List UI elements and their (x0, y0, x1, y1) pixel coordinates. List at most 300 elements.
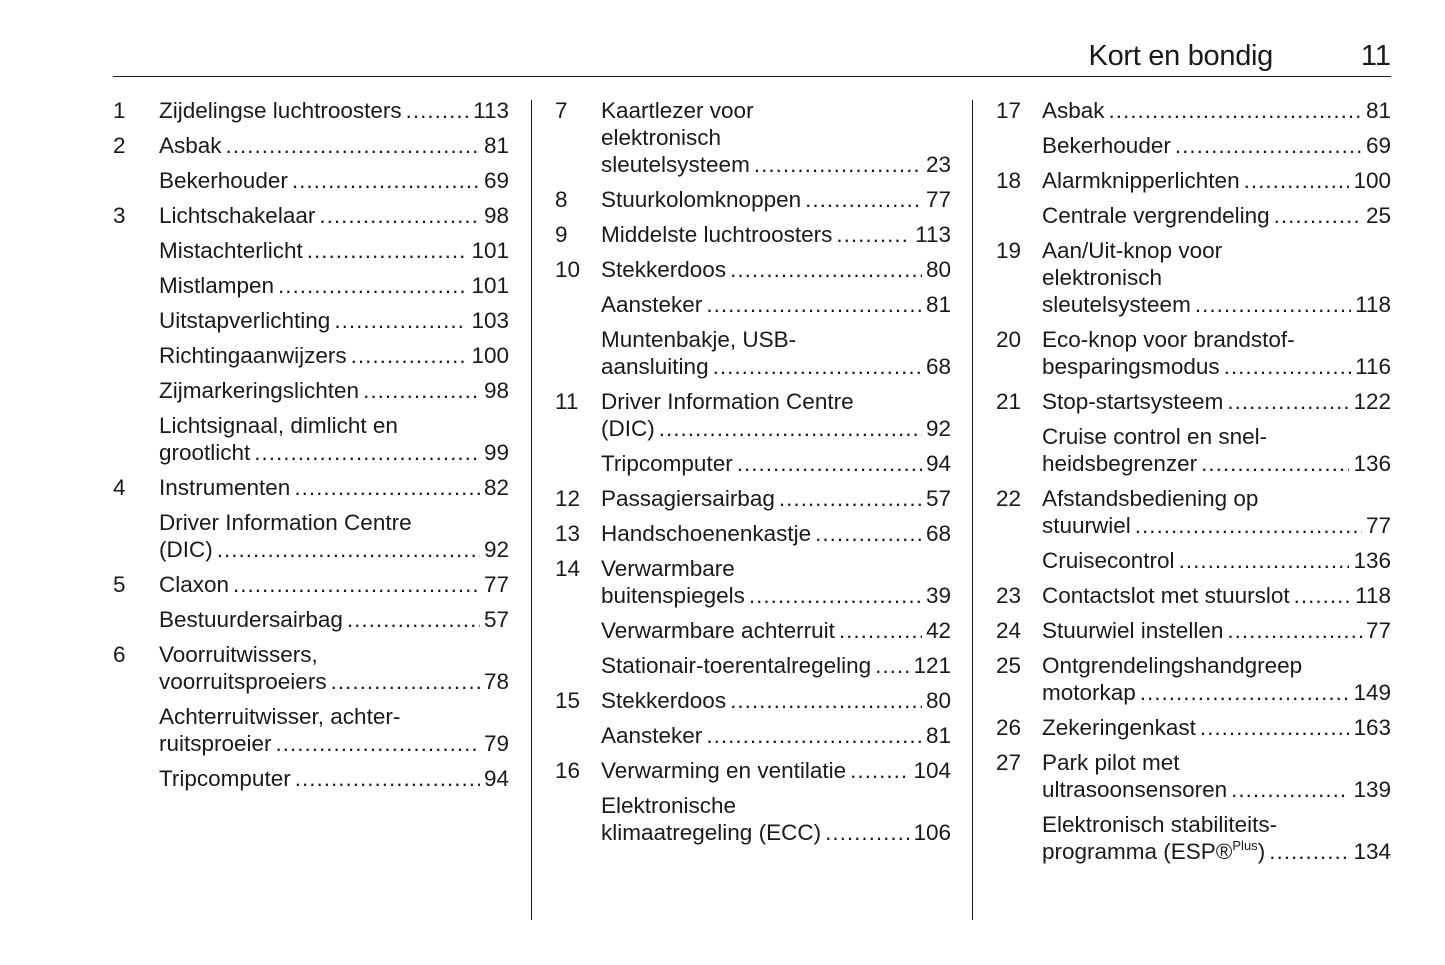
dot-leader (825, 819, 909, 846)
entry-number: 4 (113, 475, 126, 500)
entry-page-number[interactable]: 122 (1353, 389, 1391, 414)
entry-text: Stuurwiel instellen (1042, 618, 1224, 643)
entry-number: 6 (113, 642, 126, 667)
entry-text: Driver Information Centre (159, 510, 412, 535)
entry-page-number[interactable]: 106 (913, 820, 951, 845)
entry-body (159, 97, 509, 124)
entry-text: Mistlampen (159, 273, 275, 298)
entry-body (601, 555, 951, 609)
index-subentry[interactable] (113, 272, 509, 299)
entry-body (601, 388, 951, 442)
entry-text: Stop-startsysteem (1042, 389, 1224, 414)
dot-leader (1135, 512, 1362, 539)
entry-line (159, 536, 509, 563)
entry-text: Tripcomputer (601, 451, 733, 476)
dot-leader (1140, 679, 1350, 706)
entry-text: Zijdelingse luchtroosters (159, 98, 402, 123)
entry-text: sleutelsysteem (601, 152, 750, 177)
entry-page-number[interactable]: 136 (1353, 451, 1391, 476)
index-entry[interactable] (996, 388, 1391, 415)
entry-body (159, 571, 509, 598)
entry-body (601, 97, 951, 178)
index-subentry[interactable] (113, 412, 509, 466)
entry-line (601, 722, 951, 749)
entry-text: grootlicht (159, 440, 251, 465)
entry-page-number[interactable]: 23 (925, 152, 951, 177)
entry-text: ultrasoonsensoren (1042, 777, 1228, 802)
entry-body (1042, 714, 1391, 741)
entry-page-number[interactable]: 100 (471, 343, 509, 368)
index-entry[interactable] (996, 167, 1391, 194)
entry-body (601, 722, 951, 749)
entry-text: Bekerhouder (159, 168, 288, 193)
dot-leader (294, 474, 480, 501)
entry-page-number[interactable]: 81 (925, 292, 951, 317)
dot-leader (779, 485, 922, 512)
index-subentry[interactable] (113, 307, 509, 334)
dot-leader (276, 730, 480, 757)
entry-text: Ontgrendelingshandgreep (1042, 653, 1303, 678)
entry-line (159, 202, 509, 229)
column-divider (972, 100, 973, 920)
entry-text: Cruisecontrol (1042, 548, 1175, 573)
entry-text: Verwarmbare (601, 556, 735, 581)
entry-text: stuurwiel (1042, 513, 1131, 538)
entry-body (1042, 167, 1391, 194)
index-subentry[interactable] (113, 167, 509, 194)
entry-text: aansluiting (601, 354, 709, 379)
index-entry[interactable] (113, 571, 509, 598)
index-entry[interactable] (555, 757, 951, 784)
entry-body (601, 256, 951, 283)
entry-line (1042, 776, 1391, 803)
entry-line (1042, 679, 1391, 706)
entry-page-number[interactable]: 68 (925, 354, 951, 379)
entry-line (601, 353, 951, 380)
dot-leader (254, 439, 480, 466)
entry-body (1042, 485, 1391, 539)
entry-page-number[interactable]: 69 (483, 168, 509, 193)
entry-text: Muntenbakje, USB- (601, 327, 797, 352)
entry-line (159, 765, 509, 792)
entry-page-number[interactable]: 118 (1355, 583, 1391, 608)
entry-text: Voorruitwissers, (159, 642, 318, 667)
index-subentry[interactable] (113, 703, 509, 757)
entry-text: Stuurkolomknoppen (601, 187, 802, 212)
entry-text: (DIC) (601, 416, 655, 441)
entry-text: heidsbegrenzer (1042, 451, 1198, 476)
index-entry[interactable] (996, 582, 1391, 609)
entry-page-number[interactable]: 78 (483, 669, 509, 694)
entry-page-number[interactable]: 101 (471, 273, 509, 298)
dot-leader (1227, 617, 1362, 644)
entry-body (159, 132, 509, 159)
dot-leader (307, 237, 468, 264)
index-subentry[interactable] (996, 811, 1391, 865)
index-entry[interactable] (555, 485, 951, 512)
entry-page-number[interactable]: 57 (925, 486, 951, 511)
entry-text: Lichtsignaal, dimlicht en (159, 413, 398, 438)
entry-page-number[interactable]: 42 (925, 618, 951, 643)
entry-text: Elektronisch stabiliteits- (1042, 812, 1278, 837)
entry-text: Aansteker (601, 723, 703, 748)
entry-page-number[interactable]: 103 (471, 308, 509, 333)
entry-page-number[interactable]: 98 (483, 378, 509, 403)
entry-page-number[interactable]: 77 (483, 572, 509, 597)
dot-leader (737, 450, 922, 477)
entry-line (1042, 167, 1391, 194)
dot-leader (334, 307, 467, 334)
entry-page-number[interactable]: 82 (483, 475, 509, 500)
entry-number: 23 (996, 583, 1022, 608)
entry-number: 5 (113, 572, 126, 597)
entry-body (601, 792, 951, 846)
index-entry[interactable] (113, 97, 509, 124)
entry-text: Eco-knop voor brandstof- (1042, 327, 1295, 352)
dot-leader (233, 571, 480, 598)
entry-number: 16 (555, 758, 581, 783)
index-subentry[interactable] (113, 765, 509, 792)
index-subentry[interactable] (555, 326, 951, 380)
entry-text: Verwarmbare achterruit (601, 618, 835, 643)
page-header (113, 36, 1391, 77)
entry-page-number[interactable]: 92 (483, 537, 509, 562)
entry-line (601, 186, 951, 213)
entry-line (159, 730, 509, 757)
dot-leader (659, 415, 922, 442)
entry-line (601, 450, 951, 477)
entry-page-number[interactable]: 139 (1353, 777, 1391, 802)
entry-line (1042, 97, 1391, 124)
entry-text: Zekeringenkast (1042, 715, 1196, 740)
entry-page-number[interactable]: 149 (1353, 680, 1391, 705)
dot-leader (331, 668, 480, 695)
entry-number: 1 (113, 98, 126, 123)
index-subentry[interactable] (113, 606, 509, 633)
index-subentry[interactable] (113, 342, 509, 369)
index-entry[interactable] (555, 256, 951, 283)
dot-leader (1227, 388, 1349, 415)
dot-leader (1274, 202, 1362, 229)
entry-body (1042, 811, 1391, 865)
entry-line (159, 132, 509, 159)
entry-line (159, 474, 509, 501)
entry-body (1042, 582, 1391, 609)
dot-leader (278, 272, 467, 299)
entry-page-number[interactable]: 104 (913, 758, 951, 783)
entry-body (159, 703, 509, 757)
index-subentry[interactable] (996, 547, 1391, 574)
index-entry[interactable] (996, 237, 1391, 318)
dot-leader (1175, 132, 1362, 159)
index-subentry[interactable] (113, 377, 509, 404)
index-entry[interactable] (555, 520, 951, 547)
dot-leader (363, 377, 480, 404)
entry-body (1042, 237, 1391, 318)
entry-page-number[interactable]: 94 (925, 451, 951, 476)
entry-text: Aansteker (601, 292, 703, 317)
entry-line (601, 819, 951, 846)
entry-line (159, 167, 509, 194)
index-entry[interactable] (555, 186, 951, 213)
dot-leader (226, 132, 480, 159)
dot-leader (713, 353, 922, 380)
index-subentry[interactable] (555, 450, 951, 477)
index-column-2 (555, 97, 951, 854)
entry-body (159, 202, 509, 229)
entry-line (601, 520, 951, 547)
entry-line (601, 151, 951, 178)
column-divider (531, 100, 532, 920)
entry-text: Contactslot met stuurslot (1042, 583, 1290, 608)
entry-text: Alarmknipperlichten (1042, 168, 1240, 193)
entry-page-number[interactable]: 100 (1353, 168, 1391, 193)
entry-body (159, 167, 509, 194)
entry-page-number[interactable]: 77 (925, 187, 951, 212)
entry-number: 15 (555, 688, 581, 713)
entry-line (601, 617, 951, 644)
entry-text: besparingsmodus (1042, 354, 1220, 379)
index-subentry[interactable] (113, 509, 509, 563)
entry-page-number[interactable]: 39 (925, 583, 951, 608)
index-subentry[interactable] (555, 792, 951, 846)
entry-line (1042, 291, 1391, 318)
entry-line (1042, 547, 1391, 574)
entry-page-number[interactable]: 99 (483, 440, 509, 465)
entry-line (1042, 617, 1391, 644)
entry-page-number[interactable]: 136 (1353, 548, 1391, 573)
entry-line (159, 97, 509, 124)
index-entry[interactable] (113, 641, 509, 695)
entry-page-number[interactable]: 98 (483, 203, 509, 228)
entry-page-number[interactable]: 163 (1353, 715, 1391, 740)
entry-text: (DIC) (159, 537, 213, 562)
entry-page-number[interactable]: 69 (1365, 133, 1391, 158)
entry-text: Richtingaanwijzers (159, 343, 347, 368)
index-entry[interactable] (555, 687, 951, 714)
entry-line (601, 221, 951, 248)
index-subentry[interactable] (555, 722, 951, 749)
entry-line (1042, 132, 1391, 159)
entry-number: 3 (113, 203, 126, 228)
index-entry[interactable] (555, 221, 951, 248)
entry-body (159, 474, 509, 501)
entry-body (1042, 202, 1391, 229)
entry-page-number[interactable]: 81 (1365, 98, 1391, 123)
dot-leader (295, 765, 480, 792)
index-subentry[interactable] (555, 652, 951, 679)
dot-leader (850, 757, 909, 784)
entry-page-number[interactable]: 113 (915, 222, 951, 247)
entry-page-number[interactable]: 25 (1365, 203, 1391, 228)
entry-page-number[interactable]: 77 (1365, 513, 1391, 538)
entry-page-number[interactable]: 80 (925, 688, 951, 713)
dot-leader (292, 167, 480, 194)
dot-leader (815, 520, 922, 547)
entry-page-number[interactable]: 94 (483, 766, 509, 791)
entry-number: 14 (555, 556, 581, 581)
index-subentry[interactable] (996, 423, 1391, 477)
entry-body (159, 377, 509, 404)
entry-body (159, 509, 509, 563)
dot-leader (749, 582, 922, 609)
index-entry[interactable] (555, 97, 951, 178)
entry-text: Bekerhouder (1042, 133, 1171, 158)
dot-leader (319, 202, 480, 229)
page-number: 11 (1360, 40, 1391, 72)
entry-number: 24 (996, 618, 1022, 643)
entry-text: Zijmarkeringslichten (159, 378, 360, 403)
entry-body (159, 606, 509, 633)
index-entry[interactable] (996, 485, 1391, 539)
entry-body (1042, 547, 1391, 574)
entry-line (159, 272, 509, 299)
entry-text: programma (ESP®$^{Plus}$) (1042, 838, 1266, 864)
entry-number: 12 (555, 486, 581, 511)
entry-line (159, 237, 509, 264)
entry-number: 9 (555, 222, 568, 247)
entry-body (601, 291, 951, 318)
entry-page-number[interactable]: 134 (1353, 839, 1391, 864)
entry-body (159, 765, 509, 792)
entry-text: Cruise control en snel- (1042, 424, 1268, 449)
entry-text: elektronisch (1042, 265, 1163, 290)
index-subentry[interactable] (555, 617, 951, 644)
entry-line (601, 582, 951, 609)
entry-text: Park pilot met (1042, 750, 1180, 775)
entry-page-number[interactable]: 92 (925, 416, 951, 441)
entry-body (1042, 423, 1391, 477)
dot-leader (1200, 714, 1350, 741)
dot-leader (1244, 167, 1350, 194)
entry-page-number[interactable]: 81 (925, 723, 951, 748)
entry-line (1042, 582, 1391, 609)
entry-page-number[interactable]: 116 (1355, 354, 1391, 379)
index-entry[interactable] (996, 326, 1391, 380)
entry-text: Lichtschakelaar (159, 203, 316, 228)
dot-leader (217, 536, 480, 563)
entry-body (1042, 388, 1391, 415)
index-subentry[interactable] (996, 132, 1391, 159)
entry-text: Claxon (159, 572, 230, 597)
entry-text: Achterruitwisser, achter- (159, 704, 401, 729)
dot-leader (1179, 547, 1350, 574)
entry-body (1042, 132, 1391, 159)
entry-text: Mistachterlicht (159, 238, 303, 263)
entry-line (1042, 353, 1391, 380)
entry-text: Passagiersairbag (601, 486, 775, 511)
entry-line (601, 485, 951, 512)
entry-body (601, 687, 951, 714)
entry-body (601, 485, 951, 512)
index-entry[interactable] (996, 714, 1391, 741)
dot-leader (347, 606, 480, 633)
index-entry[interactable] (113, 202, 509, 229)
index-entry[interactable] (996, 97, 1391, 124)
entry-body (601, 450, 951, 477)
entry-text: Middelste luchtroosters (601, 222, 833, 247)
entry-text: Verwarming en ventilatie (601, 758, 847, 783)
entry-text: buitenspiegels (601, 583, 745, 608)
entry-text: Stekkerdoos (601, 688, 727, 713)
entry-line (601, 652, 951, 679)
entry-text: Kaartlezer voor (601, 98, 754, 123)
entry-number: 13 (555, 521, 581, 546)
entry-page-number[interactable]: 118 (1355, 292, 1391, 317)
entry-body (1042, 617, 1391, 644)
entry-text: Asbak (159, 133, 222, 158)
entry-text: elektronisch (601, 125, 722, 150)
entry-body (1042, 97, 1391, 124)
dot-leader (1231, 776, 1349, 803)
dot-leader (406, 97, 470, 124)
entry-superscript: Plus (1232, 838, 1258, 853)
entry-text: Bestuurdersairbag (159, 607, 343, 632)
entry-body (159, 412, 509, 466)
entry-text: Handschoenenkastje (601, 521, 812, 546)
entry-text: Centrale vergrendeling (1042, 203, 1270, 228)
entry-body (159, 237, 509, 264)
dot-leader (805, 186, 922, 213)
entry-page-number[interactable]: 57 (483, 607, 509, 632)
index-entry[interactable] (996, 652, 1391, 706)
entry-body (601, 652, 951, 679)
entry-page-number[interactable]: 77 (1365, 618, 1391, 643)
index-entry[interactable] (996, 617, 1391, 644)
entry-number: 18 (996, 168, 1022, 193)
entry-line (159, 342, 509, 369)
dot-leader (839, 617, 922, 644)
entry-body (159, 342, 509, 369)
entry-number: 17 (996, 98, 1022, 123)
index-subentry[interactable] (996, 202, 1391, 229)
entry-text: Asbak (1042, 98, 1105, 123)
entry-body (601, 757, 951, 784)
entry-page-number[interactable]: 80 (925, 257, 951, 282)
entry-body (601, 326, 951, 380)
entry-text: motorkap (1042, 680, 1136, 705)
entry-text: Aan/Uit-knop voor (1042, 238, 1223, 263)
index-entry[interactable] (113, 132, 509, 159)
index-entry[interactable] (555, 555, 951, 609)
entry-number: 11 (555, 389, 579, 414)
index-entry[interactable] (996, 749, 1391, 803)
dot-leader (1195, 291, 1351, 318)
index-column-1 (113, 97, 509, 800)
entry-text: ruitsproeier (159, 731, 272, 756)
entry-body (159, 272, 509, 299)
entry-page-number[interactable]: 121 (913, 653, 951, 678)
entry-page-number[interactable]: 79 (483, 731, 509, 756)
entry-line (1042, 714, 1391, 741)
entry-body (1042, 652, 1391, 706)
entry-line (601, 415, 951, 442)
page-title: Kort en bondig (1088, 40, 1273, 72)
entry-page-number[interactable]: 113 (473, 98, 509, 123)
index-entry[interactable] (113, 474, 509, 501)
index-subentry[interactable] (113, 237, 509, 264)
entry-page-number[interactable]: 68 (925, 521, 951, 546)
entry-page-number[interactable]: 101 (471, 238, 509, 263)
entry-text: klimaatregeling (ECC) (601, 820, 822, 845)
entry-page-number[interactable]: 81 (483, 133, 509, 158)
entry-line (1042, 512, 1391, 539)
index-subentry[interactable] (555, 291, 951, 318)
dot-leader (706, 722, 922, 749)
index-entry[interactable] (555, 388, 951, 442)
dot-leader (875, 652, 909, 679)
entry-body (601, 520, 951, 547)
